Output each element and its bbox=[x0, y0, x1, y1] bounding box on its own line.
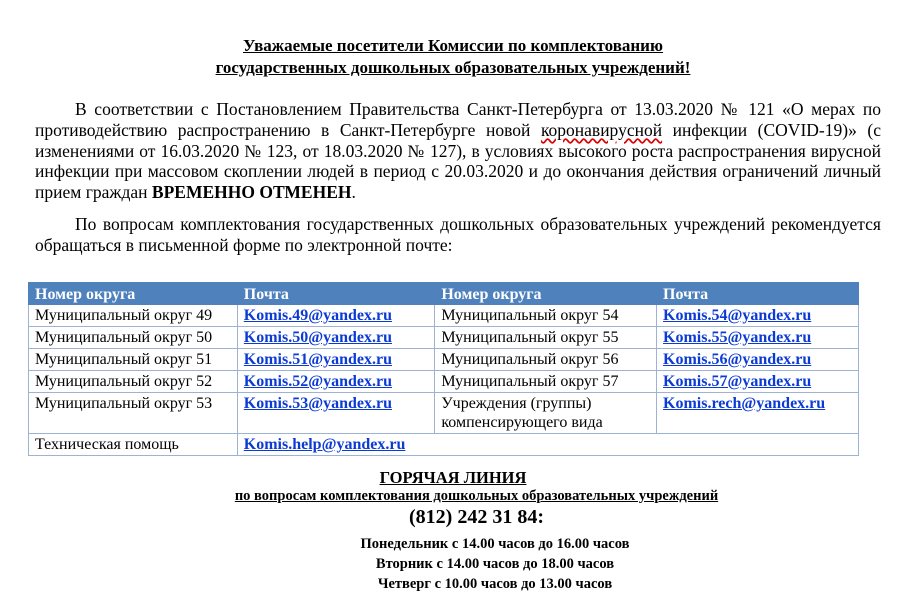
email-link[interactable]: Komis.49@yandex.ru bbox=[243, 307, 393, 324]
district-cell: Муниципальный округ 55 bbox=[435, 327, 657, 349]
district-email-table bbox=[28, 282, 859, 456]
table-header-row bbox=[29, 283, 859, 305]
schedule-line: Вторник с 14.00 часов до 18.00 часов bbox=[375, 556, 615, 572]
paragraph-1-text-b: инфекции (COVID-19)» (с изменениями от 16.03.2020 № 123, от 18.03.2020 № 127), в условиях высокого роста распространения вирусной инфекции при массовом скоплении людей в период с 20.03.2020 и до окончания действия ограничений личный прием граждан bbox=[35, 119, 881, 203]
table-row bbox=[29, 327, 859, 349]
hotline-phone: (812) 242 31 84: bbox=[409, 506, 544, 528]
schedule-line: Четверг с 10.00 часов до 13.00 часов bbox=[377, 576, 613, 592]
email-cell bbox=[237, 371, 435, 393]
table-row bbox=[29, 393, 859, 434]
notice-paragraph-1 bbox=[35, 99, 881, 203]
support-email-link[interactable]: Komis.help@yandex.ru bbox=[243, 436, 406, 453]
email-link[interactable]: Komis.53@yandex.ru bbox=[243, 395, 393, 412]
support-label: Техническая помощь bbox=[29, 434, 238, 456]
district-cell: Муниципальный округ 53 bbox=[29, 393, 238, 434]
email-link[interactable]: Komis.54@yandex.ru bbox=[663, 307, 812, 324]
email-cell bbox=[657, 371, 859, 393]
email-link[interactable]: Komis.51@yandex.ru bbox=[243, 351, 393, 368]
header-email: Почта bbox=[657, 283, 859, 305]
spellcheck-flagged-word: коронавирусной bbox=[540, 119, 663, 140]
district-cell: Муниципальный округ 49 bbox=[29, 305, 238, 327]
email-cell bbox=[657, 393, 859, 434]
district-cell: Муниципальный округ 57 bbox=[435, 371, 657, 393]
header-email: Почта bbox=[237, 283, 435, 305]
district-cell: Муниципальный округ 52 bbox=[29, 371, 238, 393]
email-cell bbox=[657, 305, 859, 327]
email-cell bbox=[237, 305, 435, 327]
email-link[interactable]: Komis.56@yandex.ru bbox=[663, 351, 812, 368]
email-link[interactable]: Komis.52@yandex.ru bbox=[243, 373, 393, 390]
table-row bbox=[29, 305, 859, 327]
email-cell bbox=[237, 434, 858, 456]
header-district: Номер округа bbox=[435, 283, 657, 305]
table-row-support bbox=[29, 434, 859, 456]
district-cell: Муниципальный округ 56 bbox=[435, 349, 657, 371]
schedule-line: Понедельник с 14.00 часов до 16.00 часов bbox=[360, 536, 630, 552]
email-cell bbox=[237, 327, 435, 349]
hotline-subtitle: по вопросам комплектования дошкольных образовательных учреждений bbox=[234, 488, 719, 504]
email-link[interactable]: Komis.50@yandex.ru bbox=[243, 329, 393, 346]
district-cell: Муниципальный округ 50 bbox=[29, 327, 238, 349]
email-cell bbox=[657, 327, 859, 349]
cancelled-notice: ВРЕМЕННО ОТМЕНЕН bbox=[151, 182, 352, 203]
email-cell bbox=[657, 349, 859, 371]
hotline-title: ГОРЯЧАЯ ЛИНИЯ bbox=[379, 468, 527, 487]
notice-title-line2: государственных дошкольных образовательных учреждений! bbox=[215, 58, 691, 77]
table-row bbox=[29, 371, 859, 393]
email-link[interactable]: Komis.55@yandex.ru bbox=[663, 329, 812, 346]
district-cell: Муниципальный округ 51 bbox=[29, 349, 238, 371]
email-link[interactable]: Komis.rech@yandex.ru bbox=[663, 395, 826, 412]
notice-title-line1: Уважаемые посетители Комиссии по комплектованию bbox=[243, 36, 663, 55]
email-link[interactable]: Komis.57@yandex.ru bbox=[663, 373, 812, 390]
district-cell: Учреждения (группы) компенсирующего вида bbox=[435, 393, 657, 434]
district-cell: Муниципальный округ 54 bbox=[435, 305, 657, 327]
notice-paragraph-2: По вопросам комплектования государственных дошкольных образовательных учреждений рекомендуется обращаться в письменной форме по электронной почте: bbox=[35, 214, 881, 255]
paragraph-1-text-a: В соответствии с Постановлением Правительства Санкт-Петербурга от 13.03.2020 № 121 «О мерах по противодействию распространению в Санкт-Петербурге новой bbox=[35, 99, 881, 140]
email-cell bbox=[237, 393, 435, 434]
table-row bbox=[29, 349, 859, 371]
header-district: Номер округа bbox=[29, 283, 238, 305]
paragraph-1-end: . bbox=[351, 182, 356, 203]
email-cell bbox=[237, 349, 435, 371]
